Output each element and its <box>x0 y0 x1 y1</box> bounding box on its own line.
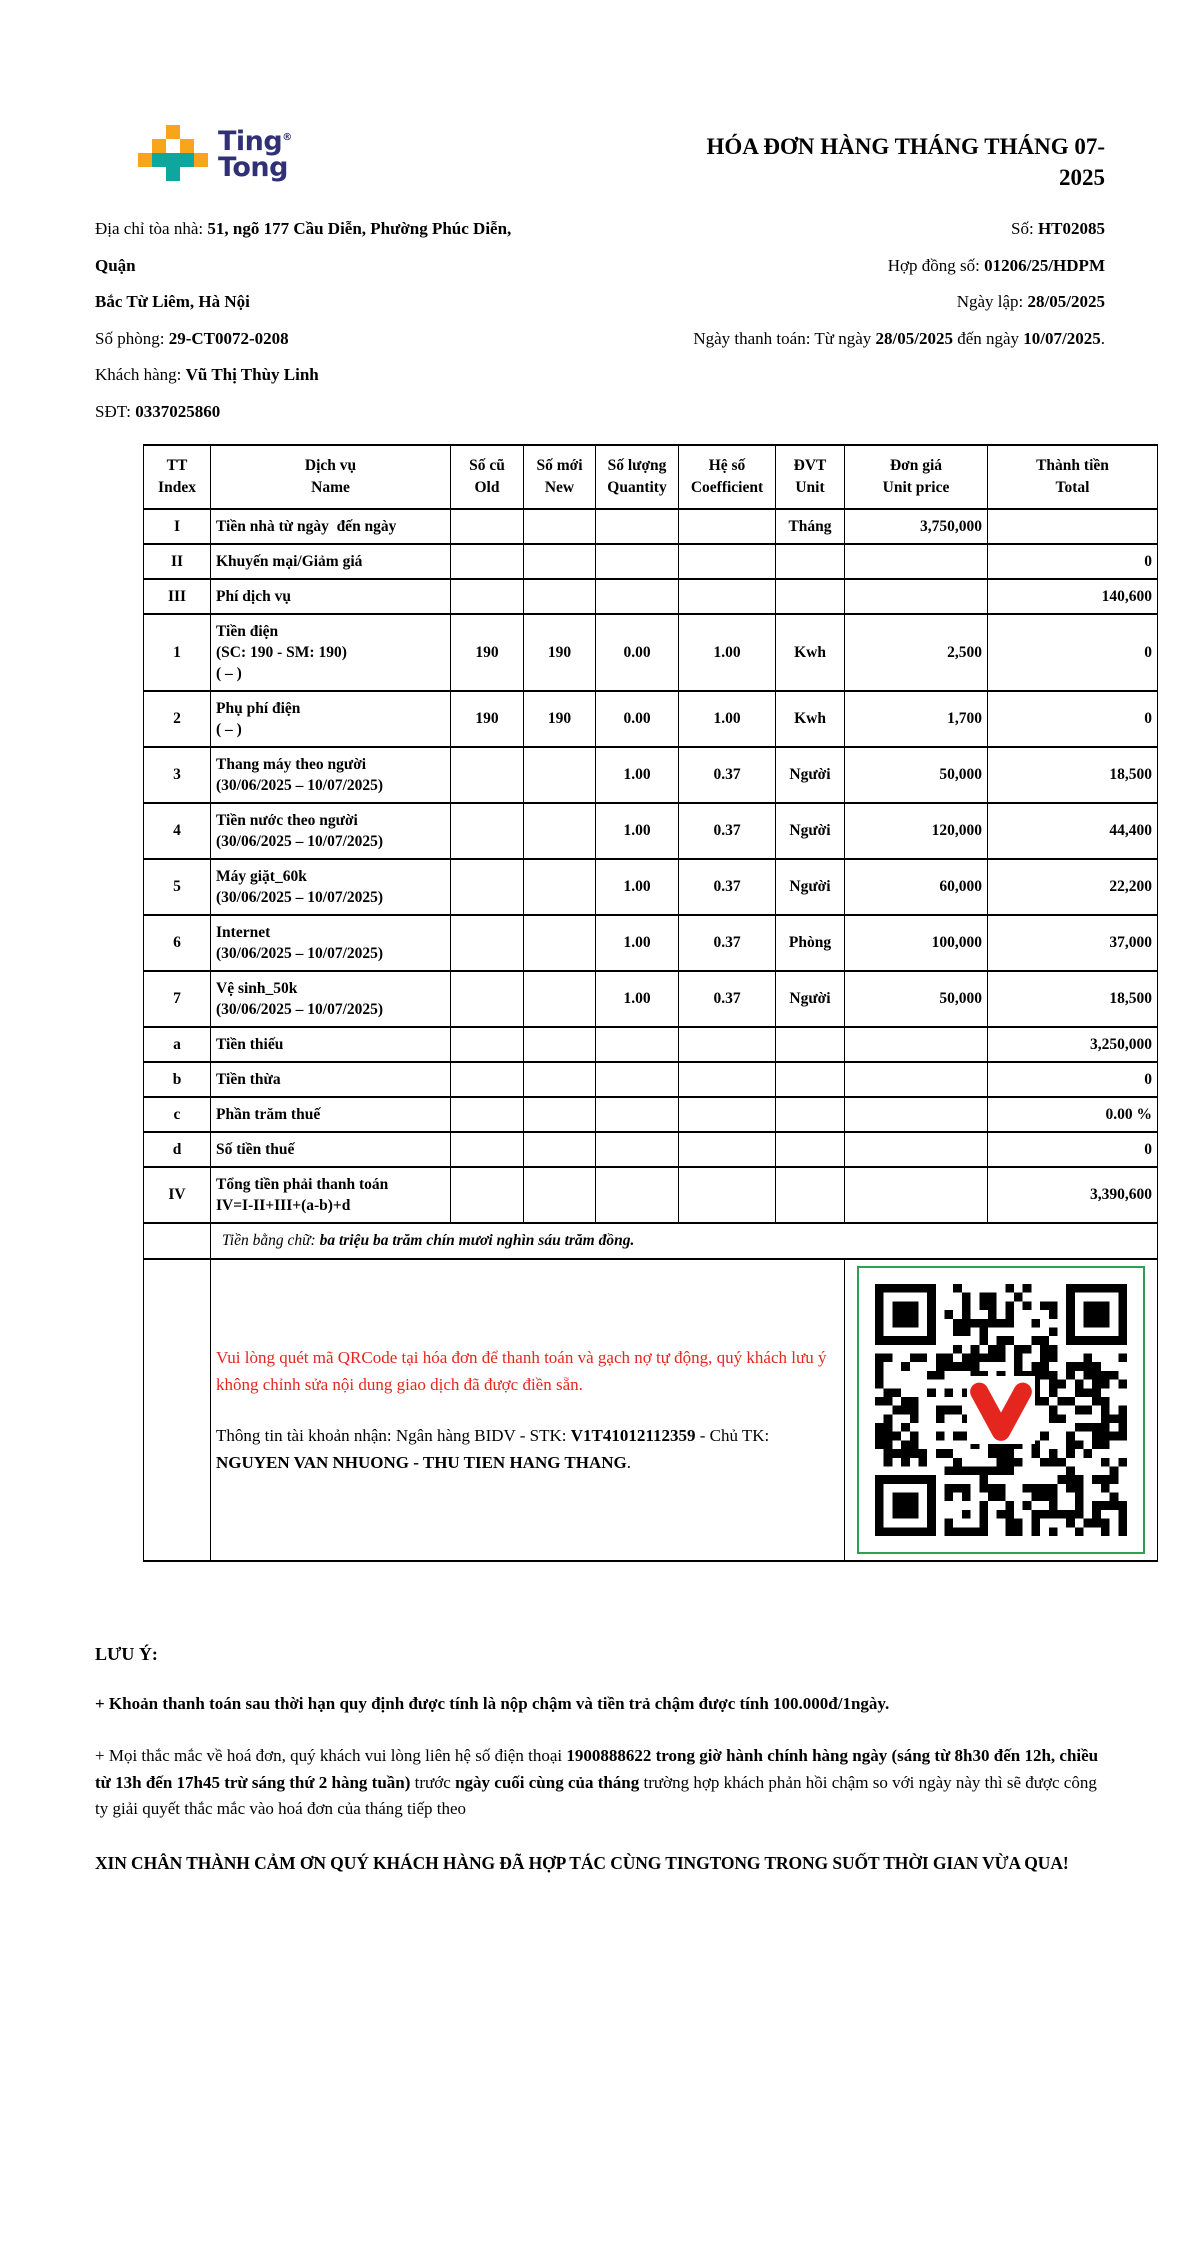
cell-new <box>524 859 596 915</box>
cell-total: 22,200 <box>988 859 1158 915</box>
cell-unit <box>776 1062 845 1097</box>
cell-index: 1 <box>144 614 211 691</box>
cell-total: 3,390,600 <box>988 1167 1158 1223</box>
invoice-info <box>0 193 1200 430</box>
cell-name: Tiền điện (SC: 190 - SM: 190) ( – ) <box>211 614 451 691</box>
table-header-cell: Số lượng Quantity <box>596 445 679 509</box>
cell-index: 3 <box>144 747 211 803</box>
table-row <box>144 1167 1158 1223</box>
cell-name: Tổng tiền phải thanh toán IV=I-II+III+(a-b)+d <box>211 1167 451 1223</box>
cell-index: 5 <box>144 859 211 915</box>
cell-total: 140,600 <box>988 579 1158 614</box>
cell-price: 100,000 <box>845 915 988 971</box>
cell-coeff: 0.37 <box>679 971 776 1027</box>
table-header-cell: Dịch vụ Name <box>211 445 451 509</box>
cell-qty <box>596 1062 679 1097</box>
cell-index: b <box>144 1062 211 1097</box>
cell-new <box>524 803 596 859</box>
cell-index: I <box>144 509 211 544</box>
cell-new <box>524 1167 596 1223</box>
cell-new <box>524 544 596 579</box>
cell-unit: Tháng <box>776 509 845 544</box>
cell-name: Khuyến mại/Giảm giá <box>211 544 451 579</box>
cell-name: Internet (30/06/2025 – 10/07/2025) <box>211 915 451 971</box>
cell-total: 0 <box>988 1132 1158 1167</box>
cell-name: Tiền thừa <box>211 1062 451 1097</box>
qr-cell <box>845 1259 1158 1561</box>
qr-red-note: Vui lòng quét mã QRCode tại hóa đơn để thanh toán và gạch nợ tự động, quý khách lưu ý không chỉnh sửa nội dung giao dịch đã được điền sẵn. <box>216 1348 827 1394</box>
table-row <box>144 803 1158 859</box>
cell-index: 2 <box>144 691 211 747</box>
cell-unit <box>776 1097 845 1132</box>
cell-qty <box>596 509 679 544</box>
footer-note-late-fee: + Khoản thanh toán sau thời hạn quy định được tính là nộp chậm và tiền trả chậm được tính 100.000đ/1ngày. <box>95 1694 890 1713</box>
payment-row <box>144 1259 1158 1561</box>
cell-unit <box>776 544 845 579</box>
cell-name: Thang máy theo người (30/06/2025 – 10/07/2025) <box>211 747 451 803</box>
table-row <box>144 915 1158 971</box>
table-row <box>144 747 1158 803</box>
invoice-info-right <box>541 211 1105 430</box>
table-row <box>144 1097 1158 1132</box>
cell-new <box>524 971 596 1027</box>
cell-coeff <box>679 1062 776 1097</box>
cell-qty: 1.00 <box>596 747 679 803</box>
cell-qty <box>596 1097 679 1132</box>
table-header-cell: Đơn giá Unit price <box>845 445 988 509</box>
cell-unit: Người <box>776 971 845 1027</box>
cell-coeff <box>679 544 776 579</box>
cell-qty <box>596 1132 679 1167</box>
cell-total: 18,500 <box>988 747 1158 803</box>
table-row <box>144 544 1158 579</box>
cell-total: 0 <box>988 614 1158 691</box>
cell-coeff: 0.37 <box>679 747 776 803</box>
cell-name: Tiền nhà từ ngày đến ngày <box>211 509 451 544</box>
cell-price <box>845 579 988 614</box>
cell-coeff <box>679 579 776 614</box>
cell-total: 44,400 <box>988 803 1158 859</box>
cell-price: 1,700 <box>845 691 988 747</box>
cell-new: 190 <box>524 691 596 747</box>
cell-name: Tiền nước theo người (30/06/2025 – 10/07/2025) <box>211 803 451 859</box>
cell-coeff: 1.00 <box>679 691 776 747</box>
empty-cell <box>144 1259 211 1561</box>
tingtong-logo-icon <box>138 125 208 181</box>
table-row <box>144 971 1158 1027</box>
cell-old <box>451 803 524 859</box>
cell-coeff: 0.37 <box>679 915 776 971</box>
table-row <box>144 1062 1158 1097</box>
cell-coeff <box>679 1167 776 1223</box>
cell-price: 60,000 <box>845 859 988 915</box>
cell-old <box>451 859 524 915</box>
tingtong-logo <box>138 125 292 181</box>
cell-old <box>451 1027 524 1062</box>
empty-cell <box>144 1223 211 1259</box>
cell-new <box>524 1027 596 1062</box>
invoice-title: HÓA ĐƠN HÀNG THÁNG THÁNG 07- 2025 <box>706 134 1105 190</box>
cell-unit <box>776 579 845 614</box>
cell-old <box>451 1167 524 1223</box>
cell-new <box>524 747 596 803</box>
cell-new <box>524 1097 596 1132</box>
footer-note-hotline: + Mọi thắc mắc về hoá đơn, quý khách vui lòng liên hệ số điện thoại 1900888622 trong giờ hành chính hàng ngày (sáng từ 8h30 đến 12h, chiều từ 13h đến 17h45 trừ sáng thứ 2 hàng tuần) trước ngày cuối cùng của tháng trường hợp khách phản hồi chậm so với ngày này thì sẽ được công ty giải quyết thắc mắc vào hoá đơn của tháng tiếp theo <box>95 1746 1099 1818</box>
cell-unit <box>776 1167 845 1223</box>
cell-name: Số tiền thuế <box>211 1132 451 1167</box>
cell-price <box>845 1132 988 1167</box>
table-row <box>144 1027 1158 1062</box>
cell-index: III <box>144 579 211 614</box>
info-line: Địa chỉ tòa nhà: 51, ngõ 177 Cầu Diễn, Phường Phúc Diễn, Quận <box>95 219 512 275</box>
cell-name: Tiền thiếu <box>211 1027 451 1062</box>
cell-unit <box>776 1132 845 1167</box>
invoice-table-wrap <box>143 444 1200 1562</box>
qr-code-image <box>875 1284 1127 1536</box>
cell-old: 190 <box>451 691 524 747</box>
table-header-cell: Thành tiền Total <box>988 445 1158 509</box>
table-row <box>144 579 1158 614</box>
cell-qty <box>596 1167 679 1223</box>
table-header-cell: ĐVT Unit <box>776 445 845 509</box>
info-line: Bắc Từ Liêm, Hà Nội <box>95 292 250 311</box>
cell-price: 2,500 <box>845 614 988 691</box>
cell-old <box>451 544 524 579</box>
cell-unit: Kwh <box>776 691 845 747</box>
cell-coeff: 1.00 <box>679 614 776 691</box>
cell-name: Phí dịch vụ <box>211 579 451 614</box>
cell-unit: Phòng <box>776 915 845 971</box>
cell-qty: 1.00 <box>596 859 679 915</box>
cell-total: 0.00 % <box>988 1097 1158 1132</box>
table-header-cell: Số mới New <box>524 445 596 509</box>
cell-old <box>451 579 524 614</box>
table-row <box>144 509 1158 544</box>
qr-code <box>857 1266 1145 1554</box>
cell-coeff: 0.37 <box>679 803 776 859</box>
cell-index: 4 <box>144 803 211 859</box>
cell-qty: 1.00 <box>596 971 679 1027</box>
table-row <box>144 614 1158 691</box>
cell-total: 0 <box>988 1062 1158 1097</box>
cell-unit: Người <box>776 747 845 803</box>
cell-price <box>845 1167 988 1223</box>
cell-total: 18,500 <box>988 971 1158 1027</box>
header <box>0 0 1200 193</box>
info-line: Số phòng: 29-CT0072-0208 <box>95 328 289 348</box>
cell-new <box>524 1132 596 1167</box>
cell-old <box>451 747 524 803</box>
cell-unit: Người <box>776 803 845 859</box>
cell-old <box>451 1062 524 1097</box>
table-row <box>144 1132 1158 1167</box>
table-header-cell: Hệ số Coefficient <box>679 445 776 509</box>
cell-old <box>451 1132 524 1167</box>
cell-price <box>845 1062 988 1097</box>
cell-index: IV <box>144 1167 211 1223</box>
cell-coeff <box>679 509 776 544</box>
cell-index: 7 <box>144 971 211 1027</box>
cell-total: 37,000 <box>988 915 1158 971</box>
footer-notes <box>0 1562 1200 1877</box>
cell-qty <box>596 544 679 579</box>
table-header-cell: Số cũ Old <box>451 445 524 509</box>
cell-old <box>451 509 524 544</box>
invoice-table <box>143 444 1158 1562</box>
cell-new <box>524 915 596 971</box>
cell-coeff <box>679 1132 776 1167</box>
cell-coeff <box>679 1027 776 1062</box>
cell-total: 0 <box>988 544 1158 579</box>
invoice-info-left <box>95 211 541 430</box>
cell-coeff <box>679 1097 776 1132</box>
table-row <box>144 859 1158 915</box>
cell-coeff: 0.37 <box>679 859 776 915</box>
cell-unit: Kwh <box>776 614 845 691</box>
amount-in-words-row <box>144 1223 1158 1259</box>
cell-price <box>845 1027 988 1062</box>
cell-price <box>845 1097 988 1132</box>
cell-old <box>451 971 524 1027</box>
info-line: Ngày thanh toán: Từ ngày 28/05/2025 đến ngày 10/07/2025. <box>693 328 1105 348</box>
cell-total: 0 <box>988 691 1158 747</box>
info-line: Ngày lập: 28/05/2025 <box>956 292 1105 311</box>
cell-qty: 0.00 <box>596 614 679 691</box>
cell-new <box>524 579 596 614</box>
cell-name: Vệ sinh_50k (30/06/2025 – 10/07/2025) <box>211 971 451 1027</box>
info-line: SĐT: 0337025860 <box>95 401 221 421</box>
cell-new <box>524 1062 596 1097</box>
cell-index: II <box>144 544 211 579</box>
cell-qty <box>596 579 679 614</box>
cell-index: d <box>144 1132 211 1167</box>
cell-index: c <box>144 1097 211 1132</box>
cell-index: 6 <box>144 915 211 971</box>
table-header-row <box>144 445 1158 509</box>
cell-old <box>451 915 524 971</box>
cell-price: 50,000 <box>845 747 988 803</box>
cell-price: 120,000 <box>845 803 988 859</box>
cell-index: a <box>144 1027 211 1062</box>
table-header-cell: TT Index <box>144 445 211 509</box>
cell-qty: 1.00 <box>596 915 679 971</box>
tingtong-logo-text: Ting® Tong <box>218 126 292 183</box>
info-line: Khách hàng: Vũ Thị Thùy Linh <box>95 365 319 384</box>
cell-old <box>451 1097 524 1132</box>
cell-price: 50,000 <box>845 971 988 1027</box>
cell-price <box>845 544 988 579</box>
cell-unit <box>776 1027 845 1062</box>
table-row <box>144 691 1158 747</box>
cell-total: 3,250,000 <box>988 1027 1158 1062</box>
cell-qty <box>596 1027 679 1062</box>
cell-unit: Người <box>776 859 845 915</box>
footer-heading: LƯU Ý: <box>95 1644 158 1664</box>
cell-new: 190 <box>524 614 596 691</box>
info-line: Số: HT02085 <box>1011 219 1105 238</box>
cell-old: 190 <box>451 614 524 691</box>
cell-qty: 1.00 <box>596 803 679 859</box>
cell-price: 3,750,000 <box>845 509 988 544</box>
cell-name: Máy giặt_60k (30/06/2025 – 10/07/2025) <box>211 859 451 915</box>
payment-instructions <box>211 1259 845 1561</box>
amount-in-words: Tiền bằng chữ: ba triệu ba trăm chín mươi nghìn sáu trăm đồng. <box>211 1223 1158 1259</box>
bank-account-info: Thông tin tài khoản nhận: Ngân hàng BIDV - STK: V1T41012112359 - Chủ TK: NGUYEN VAN NHUONG - THU TIEN HANG THANG. <box>216 1426 770 1472</box>
footer-thanks: XIN CHÂN THÀNH CẢM ƠN QUÝ KHÁCH HÀNG ĐÃ HỢP TÁC CÙNG TINGTONG TRONG SUỐT THỜI GIAN VỪA QUA! <box>95 1852 1069 1873</box>
cell-qty: 0.00 <box>596 691 679 747</box>
cell-total <box>988 509 1158 544</box>
cell-name: Phụ phí điện ( – ) <box>211 691 451 747</box>
info-line: Hợp đồng số: 01206/25/HDPM <box>887 255 1105 275</box>
cell-name: Phần trăm thuế <box>211 1097 451 1132</box>
cell-new <box>524 509 596 544</box>
